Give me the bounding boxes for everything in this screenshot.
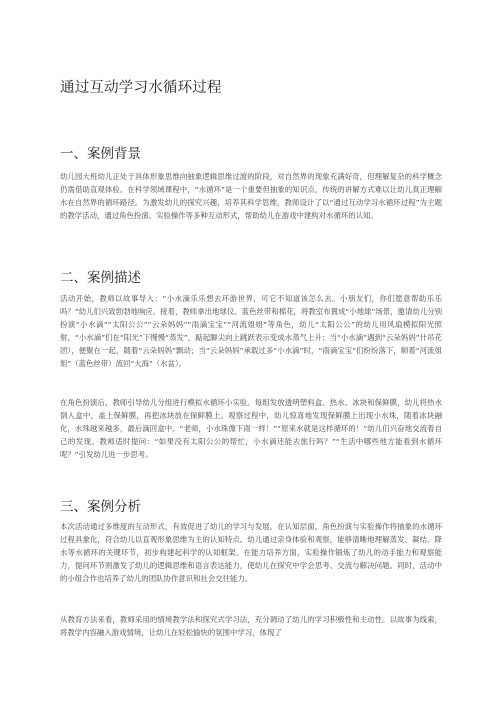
section-heading-analysis: 三、案例分析 — [60, 499, 141, 515]
section-heading-description: 二、案例描述 — [60, 270, 141, 286]
paragraph-analysis-1: 本次活动通过多维度的互动形式，有效促进了幼儿的学习与发展。在认知层面，角色扮演与实验操作将抽象的水循环过程具象化，符合幼儿以直观形象思维为主的认知特点。幼儿通过亲身体验和观察，能够清晰地理解蒸发、凝结、降水等水循环的关键环节，初步构建起科学的认知框架。在能力培养方面，实验操作锻炼了幼儿的动手能力和观察能力，提问环节则激发了幼儿的逻辑思维和语言表达能力，使幼儿在探究中学会思考、交流与解决问题。同时，活动中的小组合作也培养了幼儿的团队协作意识和社会交往能力。 — [60, 522, 442, 584]
paragraph-description-2: 在角色扮演后，教师引导幼儿分组进行模拟水循环小实验。每组发放透明塑料盒、热水、冰块和保鲜膜，幼儿将热水倒入盒中，盖上保鲜膜，再把冰块放在保鲜膜上。观察过程中，幼儿惊喜地发现保鲜膜上出现小水珠，随着冰块融化，水珠越来越多，最后滴回盒中。“老师，小水珠像下雨一样！”“原来水就是这样循环的！”幼儿们兴奋地交流着自己的发现。教师适时提问：“如果没有太阳公公的帮忙，小水滴还能去旅行吗？”“生活中哪些地方能看到水循环呢？”引发幼儿进一步思考。 — [60, 398, 442, 460]
section-heading-background: 一、案例背景 — [60, 146, 141, 162]
paragraph-analysis-2: 从教育方法来看，教师采用的情境教学法和探究式学习法，充分调动了幼儿的学习积极性和主动性。以故事为线索，将教学内容融入游戏情境，让幼儿在轻松愉快的氛围中学习，体现了 — [60, 615, 442, 638]
document-title: 通过互动学习水循环过程 — [60, 80, 222, 96]
paragraph-description-1: 活动开始，教师以故事导入：“小水滴乐乐想去环游世界，可它不知道该怎么去。小朋友们，你们愿意帮助乐乐吗？”幼儿们兴致勃勃地响应。接着，教师拿出地球仪、蓝色丝带和棉花，将教室布置成“小地球”场景，邀请幼儿分别扮演“小水滴”“太阳公公”“云朵妈妈”“雨滴宝宝”“河流姐姐”等角色，幼儿“太阳公公”的幼儿用风扇模拟阳光照射，“小水滴”们在“阳光”下慢慢“蒸发”，踮起脚尖向上跳跃表示变成水蒸气上升；当“小水滴”遇到“云朵妈妈”什吊花团），便聚在一起，随着“云朵妈妈”飘动；当“云朵妈妈”承载过多“小水滴”时，“雨滴宝宝”们纷纷落下，顺着“河流姐姐”（蓝色丝带）流回“大海”（水盆）。 — [60, 294, 442, 369]
paragraph-background: 幼儿园大班幼儿正处于具体形象思维向抽象逻辑思维过渡的阶段，对自然界的现象充满好奇，但理解复杂的科学概念仍需借助直观体验。在科学领域课程中，“水循环”是一个重要但抽象的知识点，传统的讲解方式难以让幼儿真正理解水在自然界的循环路径。为激发幼儿的探究兴趣，培养其科学思维，教师设计了以“通过互动学习水循环过程”为主题的教学活动，通过角色扮演、实验操作等多种互动形式，帮助幼儿在游戏中建构对水循环的认知。 — [60, 172, 442, 221]
